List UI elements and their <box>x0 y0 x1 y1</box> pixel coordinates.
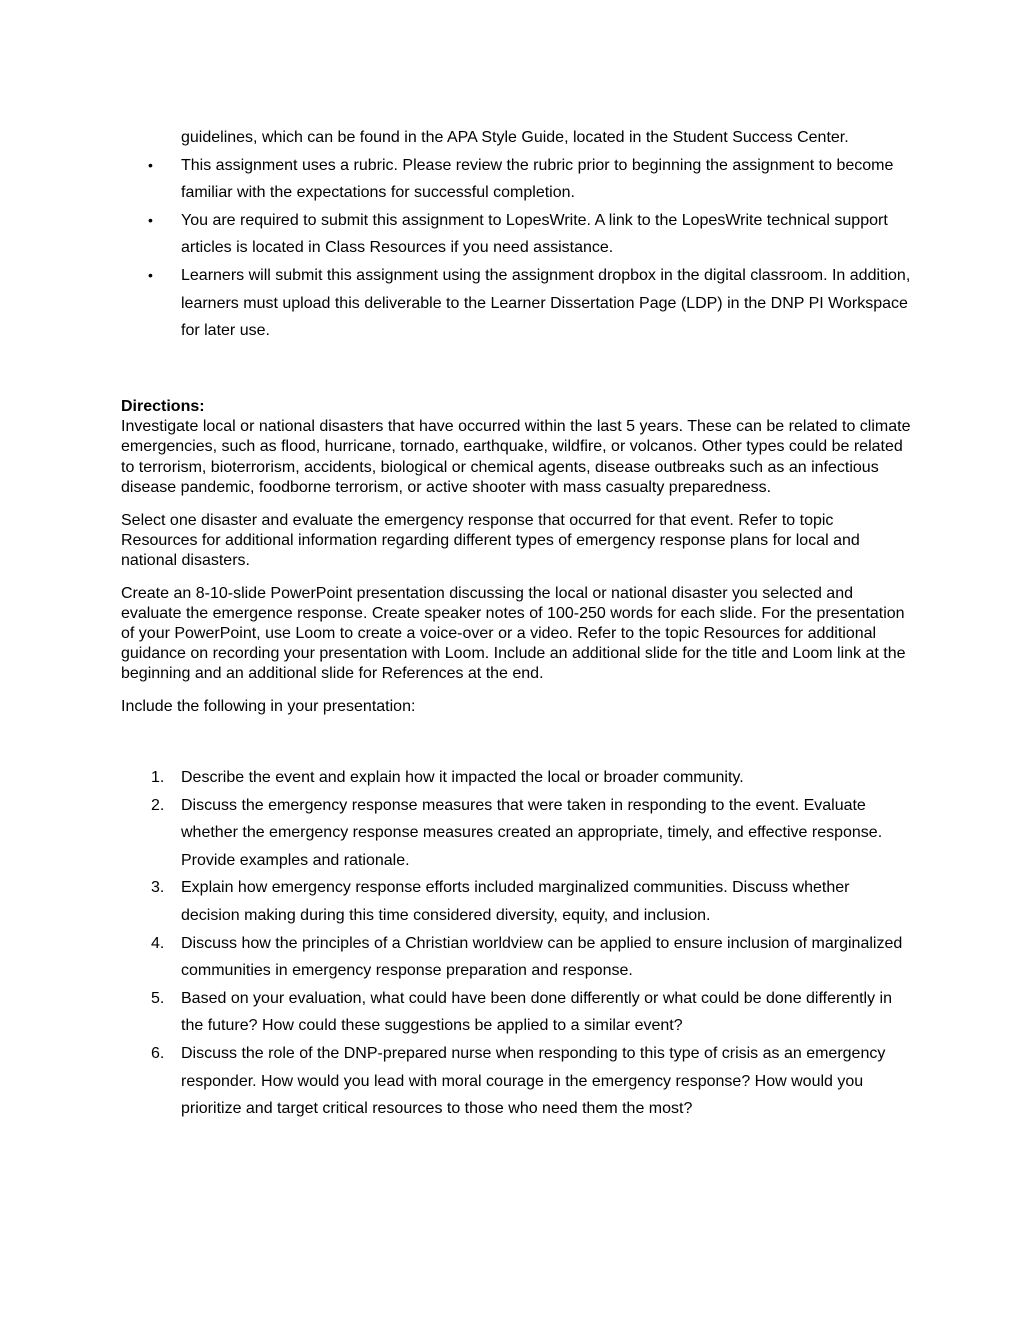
requirements-bullet-list <box>121 124 911 345</box>
step-text: Based on your evaluation, what could have been done differently or what could be done differently in the future? How could these suggestions be applied to a similar event? <box>181 989 893 1035</box>
list-item <box>121 764 911 792</box>
list-item <box>121 1040 911 1123</box>
directions-heading: Directions: <box>121 398 205 415</box>
directions-paragraph: Investigate local or national disasters that have occurred within the last 5 years. These can be related to climate emergencies, such as flood, hurricane, tornado, earthquake, wildfire, or volcanos. Other types could be related to terrorism, bioterrorism, accidents, biological or chemical agents, disease outbreaks such as an infectious disease pandemic, foodborne terrorism, or active shooter with mass casualty preparedness. <box>121 418 911 496</box>
directions-paragraph: Select one disaster and evaluate the emergency response that occurred for that event. Refer to topic Resources for additional information regarding different types of emergency response plans for local and national disasters. <box>121 511 860 569</box>
bullet-icon: • <box>148 156 153 173</box>
step-text: Describe the event and explain how it impacted the local or broader community. <box>181 769 744 786</box>
bullet-text: You are required to submit this assignment to LopesWrite. A link to the LopesWrite technical support articles is located in Class Resources if you need assistance. <box>181 211 888 257</box>
list-item <box>121 207 911 262</box>
directions-paragraph: Include the following in your presentation: <box>121 698 416 716</box>
list-item <box>121 792 911 875</box>
step-text: Explain how emergency response efforts included marginalized communities. Discuss whether decision making during this time considered diversity, equity, and inclusion. <box>181 879 850 924</box>
bullet-icon: • <box>148 211 153 228</box>
directions-paragraph: Create an 8-10-slide PowerPoint presentation discussing the local or national disaster you selected and evaluate the emergence response. Create speaker notes of 100-250 words for each slide. For the presentation of your PowerPoint, use Loom to create a voice-over or a video. Refer to the topic Resources for additional guidance on recording your presentation with Loom. Include an additional slide for the title and Loom link at the beginning and an additional slide for References at the end. <box>121 584 906 683</box>
bullet-icon: • <box>148 266 153 283</box>
step-number: 3. <box>151 879 165 897</box>
list-item <box>121 262 911 345</box>
step-text: Discuss how the principles of a Christian worldview can be applied to ensure inclusion of marginalized communities in emergency response preparation and response. <box>181 934 903 980</box>
bullet-text: This assignment uses a rubric. Please review the rubric prior to beginning the assignment to become familiar with the expectations for successful completion. <box>181 156 894 202</box>
step-number: 6. <box>151 1044 165 1062</box>
step-number: 2. <box>151 796 165 814</box>
list-item <box>121 124 911 152</box>
list-item <box>121 985 911 1040</box>
directions-section <box>121 397 911 730</box>
step-text: Discuss the emergency response measures that were taken in responding to the event. Evaluate whether the emergency response measures created an appropriate, timely, and effective response. Provide examples and rationale. <box>181 796 883 869</box>
list-item <box>121 874 911 929</box>
bullet-text: Learners will submit this assignment using the assignment dropbox in the digital classroom. In addition, learners must upload this deliverable to the Learner Dissertation Page (LDP) in the DNP PI Workspace for later use. <box>181 266 911 340</box>
list-item <box>121 930 911 985</box>
list-item <box>121 152 911 207</box>
bullet-text: guidelines, which can be found in the APA Style Guide, located in the Student Success Center. <box>181 129 849 146</box>
step-text: Discuss the role of the DNP-prepared nurse when responding to this type of crisis as an emergency responder. How would you lead with moral courage in the emergency response? How would you prioritize and target critical resources to those who need them the most? <box>181 1044 886 1118</box>
presentation-steps-list <box>121 764 911 1123</box>
step-number: 5. <box>151 989 165 1007</box>
step-number: 4. <box>151 934 165 952</box>
step-number: 1. <box>151 769 165 786</box>
